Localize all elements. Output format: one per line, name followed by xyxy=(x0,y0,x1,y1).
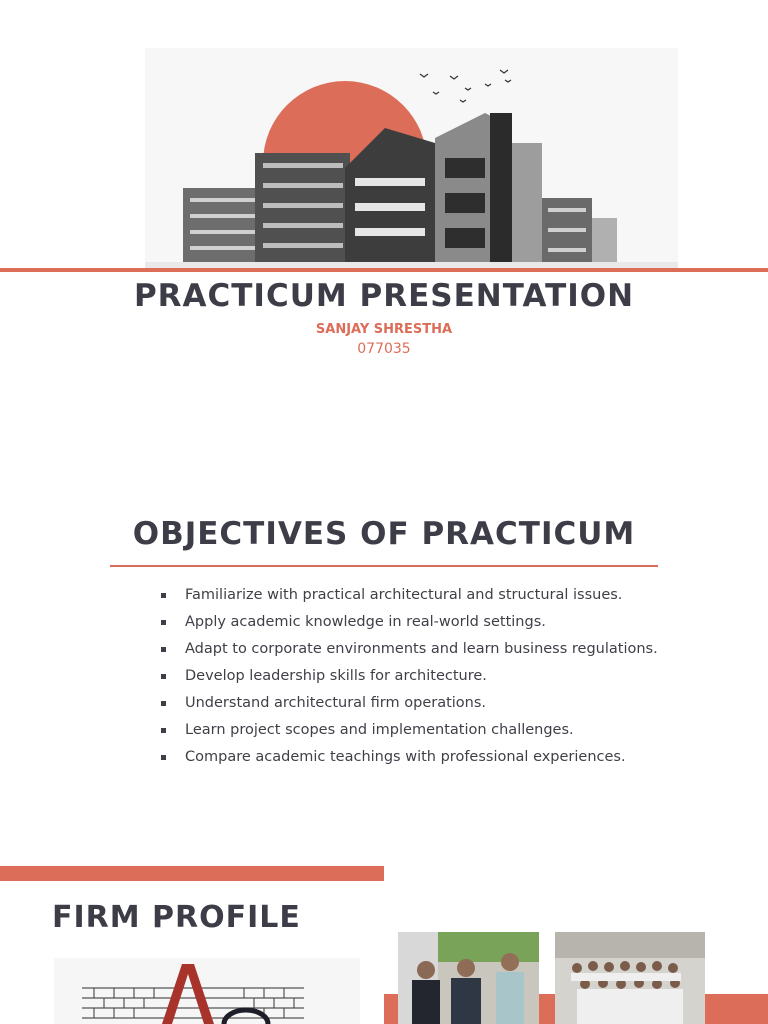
list-item: Develop leadership skills for architecture. xyxy=(158,666,658,693)
firm-accent-bar xyxy=(0,866,384,881)
list-item: Apply academic knowledge in real-world settings. xyxy=(158,612,658,639)
bullet-icon xyxy=(161,701,166,706)
bullet-icon xyxy=(161,728,166,733)
objectives-divider xyxy=(110,565,658,567)
list-item: Adapt to corporate environments and learn business regulations. xyxy=(158,639,658,666)
cityscape-illustration xyxy=(145,48,678,270)
partners-photo xyxy=(398,932,539,1024)
bullet-icon xyxy=(161,647,166,652)
bullet-icon xyxy=(161,620,166,625)
firm-logo-graphic xyxy=(54,958,360,1024)
cover-hero-image xyxy=(145,48,678,270)
objectives-list xyxy=(158,585,658,774)
firm-logo xyxy=(54,958,360,1024)
bullet-icon xyxy=(161,593,166,598)
presentation-title: PRACTICUM PRESENTATION xyxy=(133,278,635,314)
author-name: SANJAY SHRESTHA xyxy=(315,322,453,337)
firm-profile-heading: FIRM PROFILE xyxy=(52,900,301,935)
list-item: Understand architectural firm operations. xyxy=(158,693,658,720)
student-id: 077035 xyxy=(357,341,411,357)
staff-photo xyxy=(555,932,705,1024)
bullet-icon xyxy=(161,674,166,679)
cover-divider xyxy=(0,268,768,272)
team-photo-partners xyxy=(398,932,539,1024)
list-item: Learn project scopes and implementation challenges. xyxy=(158,720,658,747)
bullet-icon xyxy=(161,755,166,760)
objectives-heading: OBJECTIVES OF PRACTICUM xyxy=(132,516,636,552)
team-photo-staff xyxy=(555,932,705,1024)
list-item: Compare academic teachings with professional experiences. xyxy=(158,747,658,774)
list-item: Familiarize with practical architectural and structural issues. xyxy=(158,585,658,612)
